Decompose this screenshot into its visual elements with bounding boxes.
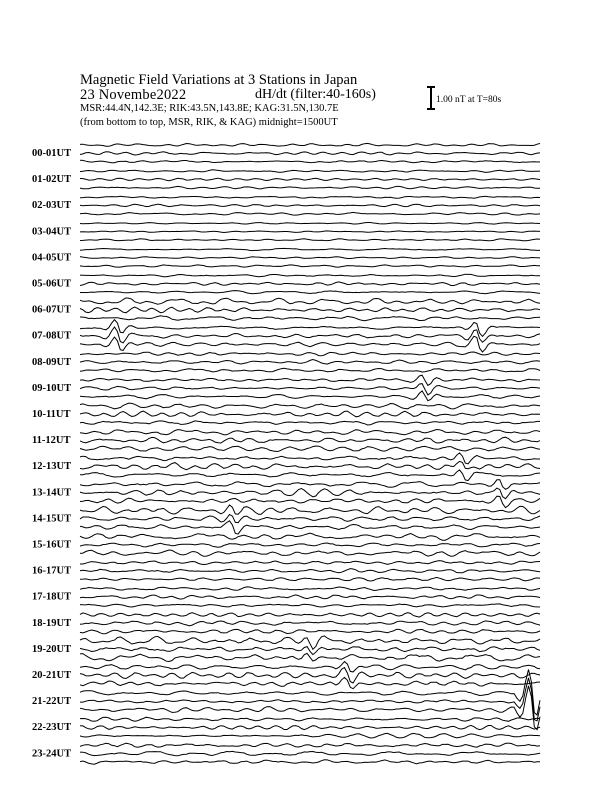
- row-label: 23-24UT: [32, 748, 72, 760]
- row-label: 05-06UT: [32, 278, 72, 290]
- row-label: 01-02UT: [32, 174, 72, 186]
- row-label: 06-07UT: [32, 304, 72, 316]
- trace-rik: [80, 204, 540, 206]
- trace-msr: [80, 521, 540, 534]
- trace-msr: [80, 760, 540, 764]
- trace-kag: [80, 636, 540, 649]
- trace-kag: [80, 320, 540, 337]
- row-label: 13-14UT: [32, 487, 72, 499]
- chart-quantity: dH/dt (filter:40-160s): [255, 87, 376, 102]
- trace-msr: [80, 421, 540, 425]
- row-label: 18-19UT: [32, 617, 72, 629]
- trace-rik: [80, 751, 540, 755]
- trace-kag: [80, 430, 540, 435]
- row-label: 21-22UT: [32, 696, 72, 708]
- trace-kag: [80, 403, 540, 409]
- trace-msr: [80, 265, 540, 267]
- row-label: 10-11UT: [32, 409, 71, 420]
- trace-kag: [80, 561, 540, 565]
- row-label: 07-08UT: [32, 330, 72, 342]
- trace-msr: [80, 160, 540, 163]
- trace-kag: [80, 298, 540, 304]
- trace-msr: [80, 336, 540, 352]
- trace-kag: [80, 196, 540, 198]
- trace-msr: [80, 604, 540, 607]
- trace-rik: [80, 569, 540, 573]
- trace-kag: [80, 223, 540, 225]
- row-label: 19-20UT: [32, 643, 72, 655]
- trace-rik: [80, 257, 540, 259]
- trace-msr: [80, 629, 540, 633]
- trace-rik: [80, 488, 540, 499]
- trace-rik: [80, 437, 540, 443]
- row-label: 15-16UT: [32, 539, 72, 551]
- trace-msr: [80, 391, 540, 401]
- row-label: 08-09UT: [32, 356, 72, 368]
- row-label: 09-10UT: [32, 382, 72, 394]
- chart-title: Magnetic Field Variations at 3 Stations in Japan: [80, 72, 358, 88]
- trace-msr: [80, 368, 540, 372]
- trace-kag: [80, 717, 540, 721]
- trace-msr: [80, 653, 540, 661]
- trace-msr: [80, 212, 540, 215]
- trace-msr: [80, 496, 540, 508]
- trace-rik: [80, 647, 540, 655]
- trace-rik: [80, 282, 540, 286]
- trace-rik: [80, 725, 540, 729]
- trace-msr: [80, 239, 540, 241]
- trace-kag: [80, 352, 540, 356]
- row-label: 04-05UT: [32, 252, 72, 264]
- trace-rik: [80, 668, 540, 683]
- chart-date: 23 Novembe2022: [80, 87, 187, 103]
- row-label: 12-13UT: [32, 461, 72, 473]
- trace-rik: [80, 595, 540, 599]
- trace-kag: [80, 375, 540, 385]
- trace-kag: [80, 453, 540, 464]
- row-label: 22-23UT: [32, 722, 72, 734]
- station-order-note: (from bottom to top, MSR, RIK, & KAG) midnight=1500UT: [80, 117, 338, 128]
- trace-rik: [80, 461, 540, 469]
- row-label: 11-12UT: [32, 435, 71, 447]
- row-label: 02-03UT: [32, 200, 72, 212]
- station-coordinates: MSR:44.4N,142.3E; RIK:43.5N,143.8E; KAG:31.5N,130.7E: [80, 103, 339, 114]
- trace-msr: [80, 446, 540, 451]
- row-label: 20-21UT: [32, 670, 72, 681]
- trace-kag: [80, 533, 540, 540]
- trace-kag: [80, 743, 540, 747]
- trace-rik: [80, 543, 540, 547]
- trace-kag: [80, 613, 540, 617]
- trace-rik: [80, 384, 540, 395]
- trace-kag: [80, 505, 540, 514]
- trace-kag: [80, 143, 540, 146]
- trace-msr: [80, 470, 540, 481]
- trace-rik: [80, 178, 540, 181]
- trace-msr: [80, 677, 540, 688]
- trace-kag: [80, 274, 540, 277]
- trace-msr: [80, 550, 540, 556]
- trace-msr: [80, 316, 540, 321]
- trace-rik: [80, 307, 540, 313]
- trace-msr: [80, 577, 540, 581]
- trace-kag: [80, 662, 540, 672]
- trace-rik: [80, 411, 540, 417]
- trace-kag: [80, 248, 540, 250]
- trace-msr: [80, 186, 540, 189]
- trace-msr: [80, 291, 540, 294]
- trace-rik: [80, 152, 540, 155]
- trace-rik: [80, 621, 540, 626]
- trace-kag: [80, 480, 540, 490]
- trace-rik: [80, 231, 540, 233]
- trace-rik: [80, 515, 540, 523]
- trace-rik: [80, 360, 540, 365]
- trace-kag: [80, 587, 540, 591]
- trace-msr: [80, 733, 540, 738]
- trace-rik: [80, 678, 540, 721]
- scale-label: 1.00 nT at T=80s: [436, 95, 502, 105]
- trace-kag: [80, 170, 540, 173]
- row-label: 17-18UT: [32, 591, 72, 603]
- row-label: 00-01UT: [32, 148, 72, 159]
- row-label: 03-04UT: [32, 226, 72, 238]
- row-label: 14-15UT: [32, 513, 72, 525]
- row-label: 16-17UT: [32, 565, 72, 577]
